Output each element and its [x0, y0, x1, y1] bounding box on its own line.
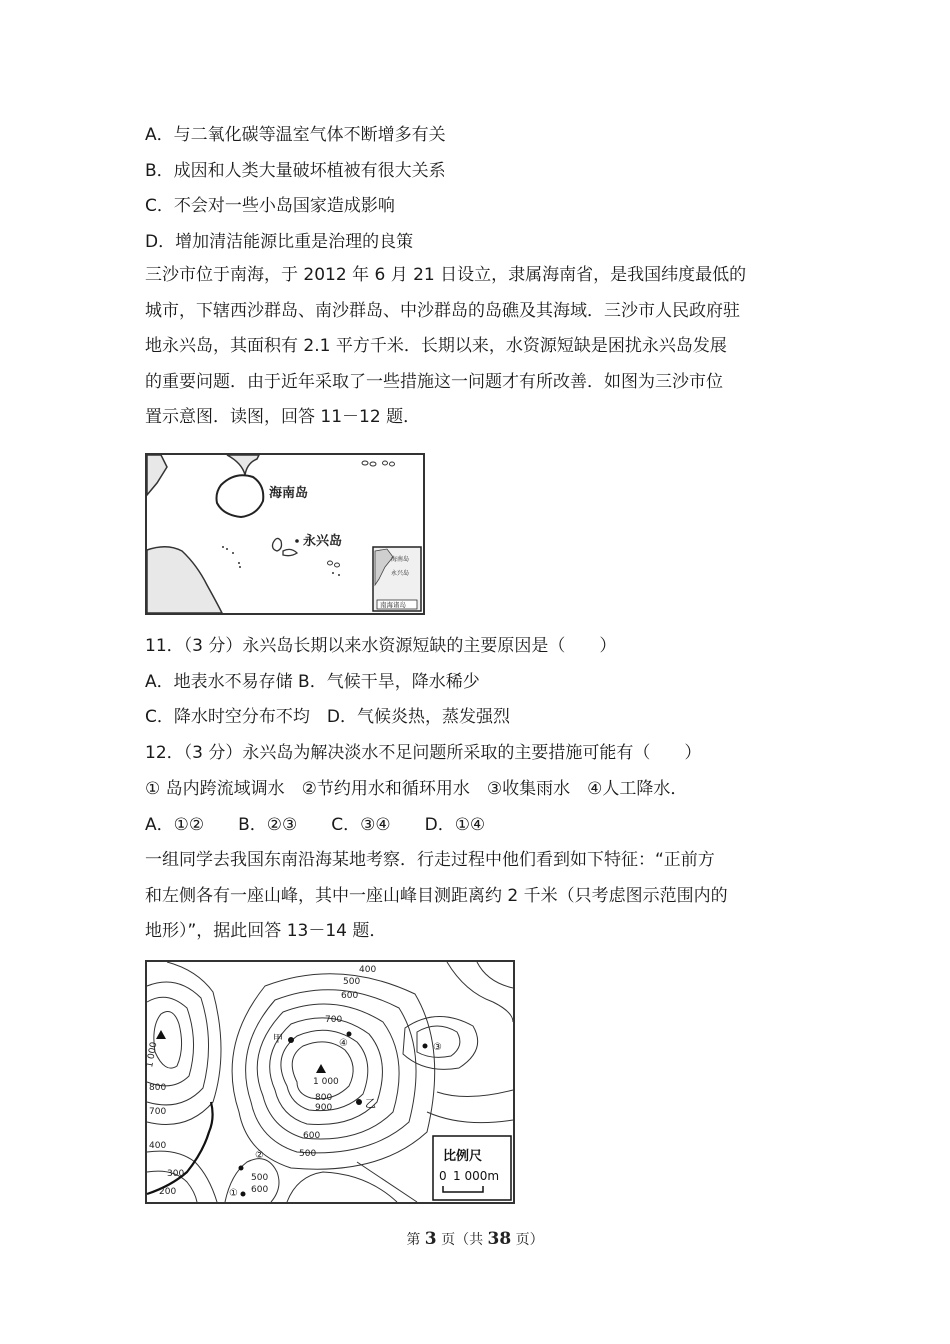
point-3-dot [423, 1044, 428, 1049]
contour-label: 500 [251, 1173, 269, 1183]
point-2-label: ② [255, 1150, 264, 1161]
option-a: A．与二氧化碳等温室气体不断增多有关 [145, 125, 446, 145]
contour-label-group [145, 965, 376, 1197]
islet-dot [222, 546, 224, 548]
hainan-label: 海南岛 [269, 486, 309, 501]
footer-suffix: 页） [511, 1232, 544, 1248]
yongxing-label: 永兴岛 [303, 534, 343, 549]
point-1-label: ① [229, 1188, 238, 1199]
passage-coast [145, 843, 815, 950]
scale-title: 比例尺 [443, 1149, 483, 1164]
islet [383, 461, 388, 465]
point-yi-label: 乙 [365, 1097, 376, 1110]
contour-left-1000 [154, 1012, 182, 1069]
contour-label: 500 [343, 977, 361, 987]
point-1-dot [241, 1192, 246, 1197]
passage-sansha [145, 258, 815, 436]
passage-line: 地永兴岛，其面积有 2.1 平方千米．长期以来，水资源短缺是困扰永兴岛发展 [145, 336, 727, 356]
contour-right-5 [437, 1090, 513, 1097]
contour-label: 1 000 [313, 1077, 339, 1087]
islet-dot [239, 566, 241, 568]
contour-right-3 [447, 962, 513, 1022]
q12-stem: 12．（3 分）永兴岛为解决淡水不足问题所采取的主要措施可能有（ ） [145, 743, 702, 763]
q11-options-cd: C．降水时空分布不均 D．气候炎热，蒸发强烈 [145, 707, 510, 727]
point-jia-dot [288, 1037, 294, 1043]
point-2-dot [239, 1166, 244, 1171]
contour-label: 700 [325, 1015, 343, 1025]
scale-frame [433, 1136, 511, 1200]
leizhou-peninsula [227, 455, 259, 475]
peak-center-icon [316, 1064, 326, 1073]
passage-line: 置示意图．读图，回答 11－12 题． [145, 407, 421, 427]
footer-middle: 页（共 [436, 1232, 488, 1248]
xisha-island [283, 549, 297, 555]
contour-label: 500 [299, 1149, 317, 1159]
mainland-north [147, 455, 167, 495]
passage-line: 城市，下辖西沙群岛、南沙群岛、中沙群岛的岛礁及其海域．三沙市人民政府驻 [145, 300, 740, 321]
yongxing-dot [295, 539, 299, 543]
islet [370, 462, 376, 466]
contour-right-6 [427, 1112, 513, 1123]
sansha-location-map [145, 453, 425, 615]
islet-dot [332, 572, 334, 574]
scale-box [433, 1136, 511, 1200]
point-3-label: ③ [433, 1042, 442, 1053]
contour-label: 700 [149, 1107, 167, 1117]
footer-page-number: 3 [424, 1229, 437, 1249]
contour-map-graphic [147, 962, 513, 1202]
contour-label: 800 [149, 1083, 167, 1093]
option-c: C．不会对一些小岛国家造成影响 [145, 196, 395, 216]
islet-dot [238, 562, 240, 564]
islet-dot [232, 552, 234, 554]
q11-stem: 11．（3 分）永兴岛长期以来水资源短缺的主要原因是（ ） [145, 636, 617, 656]
page-footer [0, 1229, 950, 1249]
passage-line: 的重要问题．由于近年采取了一些措施这一问题才有所改善．如图为三沙市位 [145, 371, 723, 392]
contour-label: 400 [359, 965, 377, 975]
islet-dot [226, 548, 228, 550]
islet [390, 462, 395, 466]
point-jia-label: 甲 [273, 1034, 283, 1045]
contour-label: 600 [341, 991, 359, 1001]
scale-zero: 0 [439, 1169, 447, 1183]
mainland-west [147, 547, 222, 613]
footer-prefix: 第 [406, 1232, 425, 1248]
inset-yongxing-label: 永兴岛 [391, 570, 410, 577]
scale-value: 1 000m [453, 1169, 500, 1183]
contour-label: 300 [167, 1169, 185, 1179]
sansha-map-graphic [147, 455, 423, 613]
hainan-island [217, 475, 264, 517]
point-4-dot [347, 1032, 352, 1037]
inset-map [373, 547, 421, 611]
contour-label: 900 [315, 1103, 333, 1113]
inset-caption: 南海诸岛 [380, 601, 406, 609]
option-b: B．成因和人类大量破坏植被有很大关系 [145, 161, 446, 181]
passage-line: 一组同学去我国东南沿海某地考察．行走过程中他们看到如下特征：“正前方 [145, 850, 715, 870]
contour-map [145, 960, 515, 1204]
passage-line: 地形）”，据此回答 13－14 题． [145, 921, 387, 941]
xisha-island [273, 538, 282, 551]
contour-right-4 [477, 962, 513, 988]
footer-total-pages: 38 [487, 1229, 512, 1249]
islet [335, 563, 340, 567]
point-yi-dot [356, 1099, 362, 1105]
q11-options-ab: A．地表水不易存储 B．气候干旱，降水稀少 [145, 672, 480, 692]
contour-500 [232, 974, 435, 1169]
passage-line: 和左侧各有一座山峰，其中一座山峰目测距离约 2 千米（只考虑图示范围内的 [145, 885, 728, 906]
contour-lower-4 [287, 1172, 397, 1202]
passage-line: 三沙市位于南海，于 2012 年 6 月 21 日设立，隶属海南省，是我国纬度最低的 [145, 265, 747, 285]
q12-items: ① 岛内跨流域调水 ②节约用水和循环用水 ③收集雨水 ④人工降水． [145, 779, 688, 799]
peak-left-icon [156, 1030, 166, 1039]
islet-dot [338, 574, 340, 576]
contour-label: 200 [159, 1187, 177, 1197]
q12-options: A．①② B．②③ C．③④ D．①④ [145, 815, 486, 835]
point-4-label: ④ [339, 1038, 348, 1049]
contour-label: 1 000 [145, 1041, 160, 1069]
option-d: D．增加清洁能源比重是治理的良策 [145, 232, 414, 252]
contour-label: 800 [315, 1093, 333, 1103]
islet [362, 461, 368, 465]
contour-label: 600 [251, 1185, 269, 1195]
contour-label: 600 [303, 1131, 321, 1141]
contour-label: 400 [149, 1141, 167, 1151]
inset-hainan-label: 海南岛 [391, 556, 410, 563]
islet [328, 561, 333, 565]
